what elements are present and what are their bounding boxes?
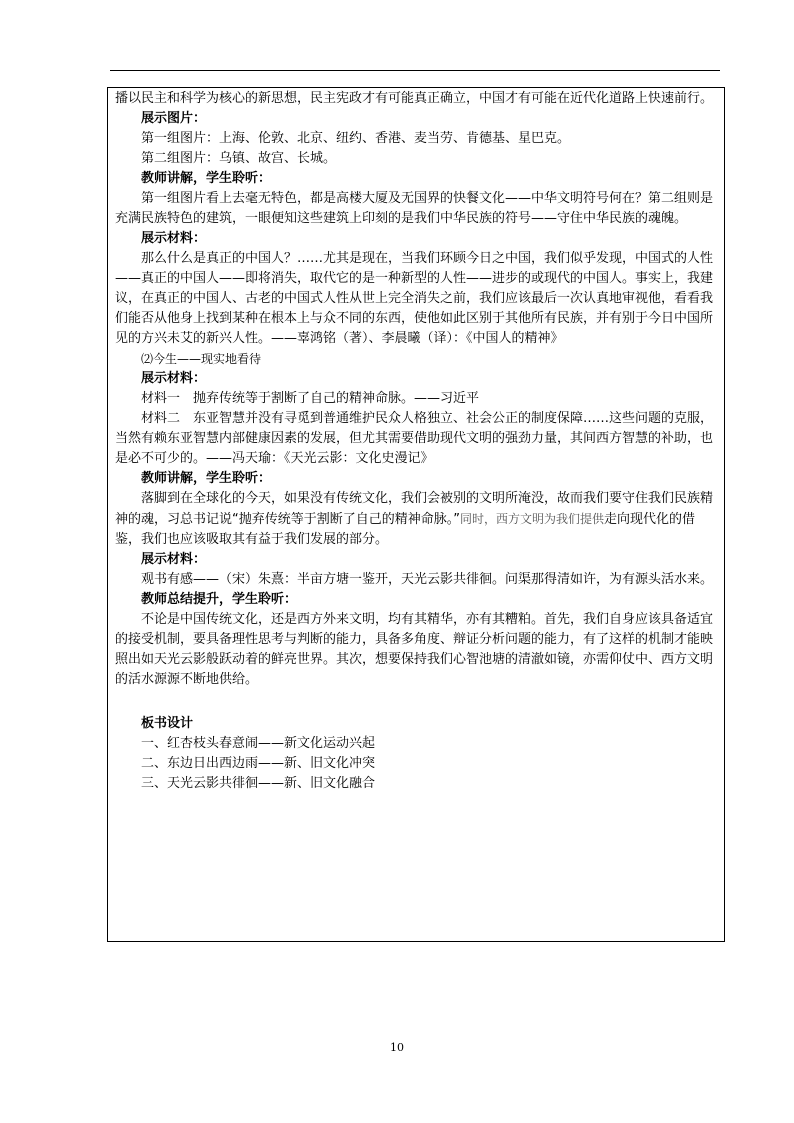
heading-teacher-summary: 教师总结提升，学生聆听： (141, 592, 298, 607)
lesson-content (115, 89, 717, 794)
heading-show-material: 展示材料： (141, 231, 207, 246)
paragraph-intro: 播以民主和科学为核心的新思想，民主宪政才有可能真正确立，中国才有可能在近代化道路上快速前行。 (115, 91, 714, 106)
header-rule (110, 70, 720, 71)
blackboard-item-1: 一、红杏枝头春意闹——新文化运动兴起 (141, 736, 376, 751)
heading-teacher-explain-2: 教师讲解，学生聆听： (141, 471, 272, 486)
picture-group-one: 第一组图片：上海、伦敦、北京、纽约、香港、麦当劳、肯德基、星巴克。 (141, 131, 571, 146)
heading-show-material-2: 展示材料： (141, 371, 207, 386)
paragraph-chinese-spirit-quote: 那么什么是真正的中国人？……尤其是现在，当我们环顾今日之中国，我们似乎发现，中国式的人性——真正的中国人——即将消失，取代它的是一种新型的人性——进步的或现代的中国人。事实上，我建议，在真正的中国人、古老的中国式人性从世上完全消失之前，我们应该最后一次认真地审视他，看看我们能否从他身上找到某种在根本上与众不同的东西，使他如此区别于其他所有民族，并有别于今日中国所见的方兴未艾的新兴人性。——辜鸿铭（著）、李晨曦（译）：《中国人的精神》 (115, 251, 714, 346)
spacer (115, 690, 717, 714)
heading-show-material-3: 展示材料： (141, 552, 207, 567)
paragraph-picture-explanation: 第一组图片看上去毫无特色，都是高楼大厦及无国界的快餐文化——中华文明符号何在？第二组则是充满民族特色的建筑，一眼便知这些建筑上印刻的是我们中华民族的符号——守住中华民族的魂魄。 (115, 191, 714, 226)
page-number: 10 (390, 1041, 404, 1054)
globalization-text-end: 走向现代化的借鉴，我们也应该吸取其有益于我们发展的部分。 (115, 512, 696, 547)
subheading-present-day: ⑵今生——现实地看待 (141, 352, 262, 366)
heading-blackboard-design: 板书设计 (141, 716, 194, 731)
paragraph-globalization (115, 489, 717, 550)
paragraph-summary: 不论是中国传统文化，还是西方外来文明，均有其精华，亦有其糟粕。首先，我们自身应该具备适宜的接受机制，要具备理性思考与判断的能力，具备多角度、辩证分析问题的能力，有了这样的机制才能映照出如天光云影般跃动着的鲜亮世界。其次，想要保持我们心智池塘的清澈如镜，亦需仰仗中、西方文明的活水源源不断地供给。 (115, 612, 714, 687)
picture-group-two: 第二组图片：乌镇、故宫、长城。 (141, 151, 337, 166)
poem-quote: 观书有感——（宋）朱熹：半亩方塘一鉴开，天光云影共徘徊。问渠那得清如许，为有源头活水来。 (141, 572, 714, 587)
heading-teacher-explain: 教师讲解，学生聆听： (141, 171, 272, 186)
heading-show-pictures: 展示图片： (141, 111, 207, 126)
material-one: 材料一 抛弃传统等于割断了自己的精神命脉。——习近平 (141, 391, 480, 406)
blackboard-item-2: 二、东边日出西边雨——新、旧文化冲突 (141, 756, 376, 771)
blackboard-item-3: 三、天光云影共徘徊——新、旧文化融合 (141, 776, 376, 791)
globalization-grey-text: 同时，西方文明为我们提供 (459, 512, 604, 526)
material-two: 材料二 东亚智慧并没有寻觅到普通维护民众人格独立、社会公正的制度保障……这些问题的克服，当然有赖东亚智慧内部健康因素的发展，但尤其需要借助现代文明的强劲力量，其间西方智慧的补助，也是必不可少的。——冯天瑜：《天光云影：文化史漫记》 (115, 411, 714, 466)
globalization-text: 落脚到在全球化的今天，如果没有传统文化，我们会被别的文明所淹没，故而我们要守住我们民族精神的魂，习总书记说“抛弃传统等于割断了自己的精神命脉。” (115, 491, 714, 527)
